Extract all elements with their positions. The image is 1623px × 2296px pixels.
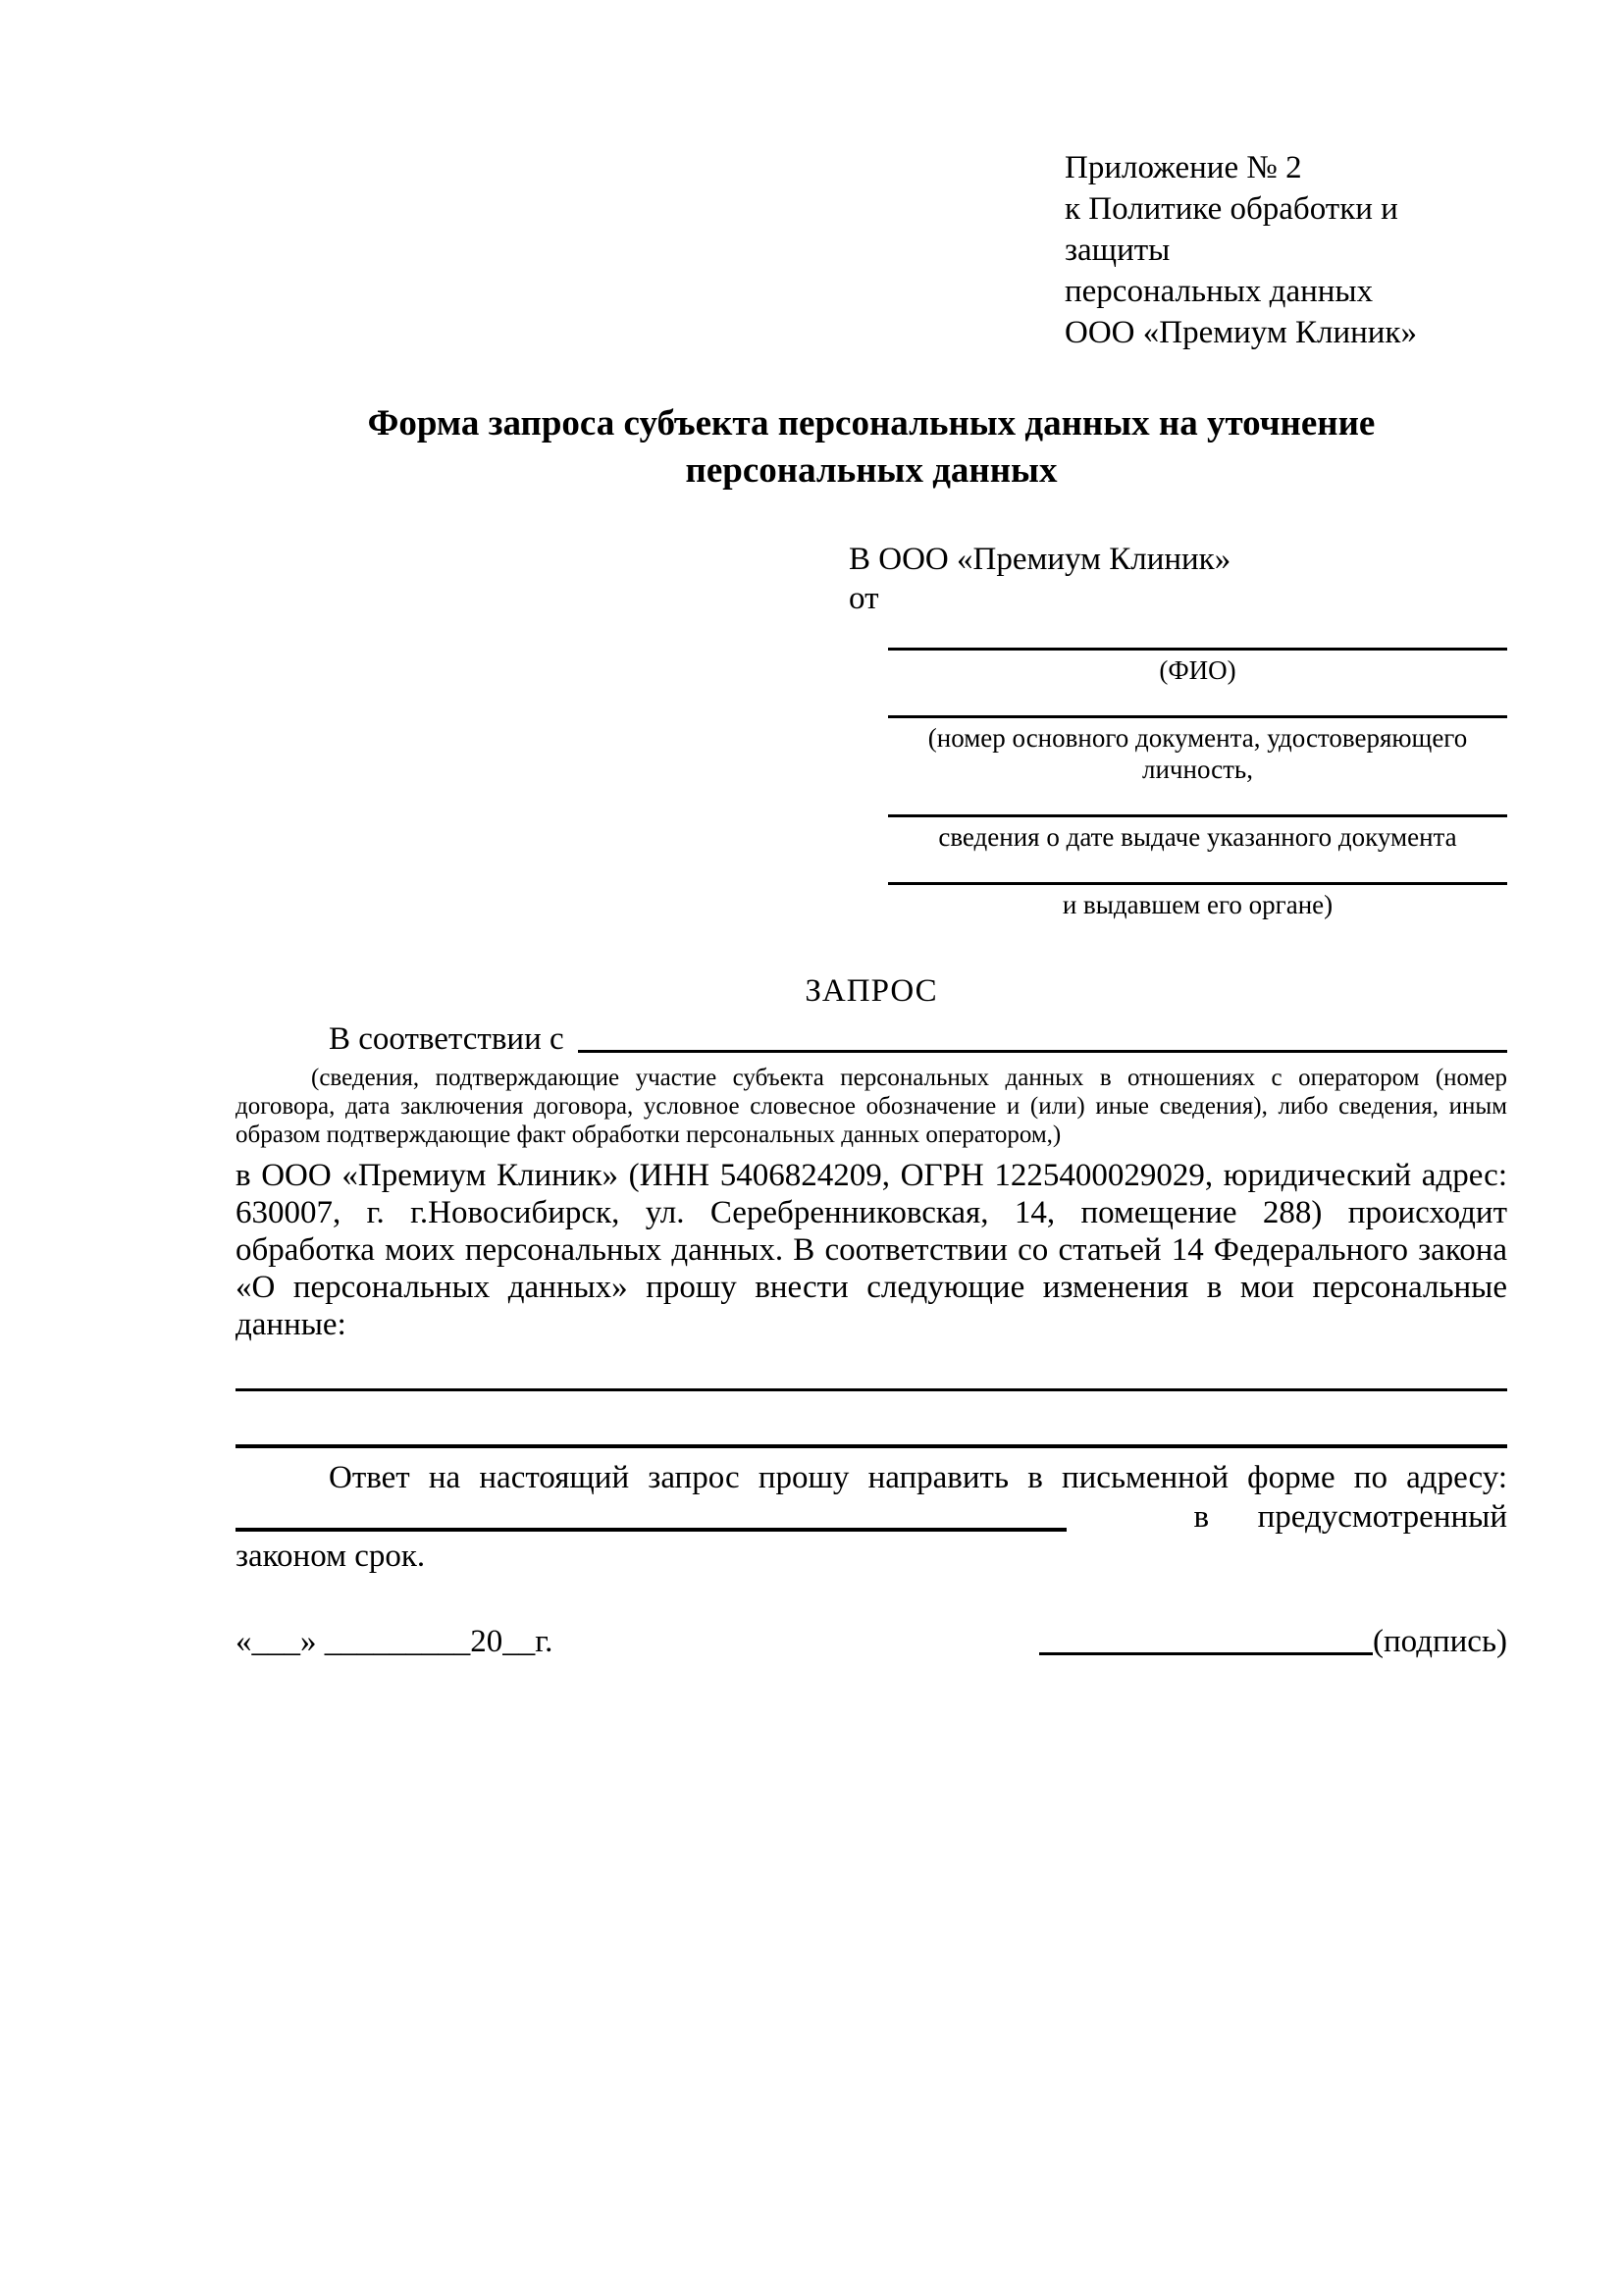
issuing-authority-blank-line — [888, 882, 1507, 885]
issue-date-field — [888, 814, 1507, 853]
appendix-line: персональных данных — [1065, 274, 1374, 309]
appendix-line: к Политике обработки и защиты — [1065, 191, 1398, 268]
fio-blank-line — [888, 648, 1507, 651]
reply-line-3: законом срок. — [236, 1539, 426, 1575]
accordance-prefix: В соответствии с — [329, 1020, 564, 1057]
signature-caption: (подпись) — [1373, 1624, 1507, 1660]
signature-blank-line — [1039, 1652, 1373, 1655]
page-title-line-2: персональных данных — [685, 450, 1058, 491]
request-heading: ЗАПРОС — [805, 973, 938, 1009]
issuing-authority-caption: и выдавшем его органе) — [1062, 890, 1334, 919]
issue-date-blank-line — [888, 814, 1507, 817]
signature-field — [1039, 1623, 1507, 1661]
addressee-block — [849, 540, 1507, 920]
document-number-caption: (номер основного документа, удостоверяющего личность, — [927, 723, 1468, 784]
document-content — [236, 147, 1507, 1661]
address-blank-line — [236, 1528, 1067, 1532]
changes-blank-line-1 — [236, 1388, 1507, 1391]
addressee-to: В ООО «Премиум Клиник» — [849, 542, 1231, 577]
changes-blank-line-2 — [236, 1444, 1507, 1448]
appendix-block — [1065, 147, 1507, 353]
document-number-blank-line — [888, 715, 1507, 718]
addressee-from: от — [849, 581, 879, 616]
accordance-note: (сведения, подтверждающие участие субъекта персональных данных в отношениях с оператором (номер договора, дата заключения договора, условное словесное обозначение и (или) иные сведения), либо сведения, иным образом подтверждающие факт обработки персональных данных оператором,) — [236, 1065, 1507, 1149]
date-blank: «___» _________20__г. — [236, 1624, 553, 1660]
fio-field — [888, 648, 1507, 686]
appendix-line: ООО «Премиум Клиник» — [1065, 315, 1417, 350]
request-body: в ООО «Премиум Клиник» (ИНН 5406824209, ОГРН 1225400029029, юридический адрес: 630007, г. г.Новосибирск, ул. Серебренниковская, 14, помещение 288) происходит обработка моих персональных данных. В соответствии со статьей 14 Федерального закона «О персональных данных» прошу внести следующие изменения в мои персональные данные: — [236, 1158, 1507, 1343]
page-title — [236, 400, 1507, 495]
accordance-row — [236, 1020, 1507, 1059]
reply-line-2 — [236, 1497, 1507, 1537]
reply-line-1: Ответ на настоящий запрос прошу направить в письменной форме по адресу: — [329, 1460, 1507, 1496]
page-title-line-1: Форма запроса субъекта персональных данных на уточнение — [367, 403, 1376, 444]
appendix-line: Приложение № 2 — [1065, 150, 1302, 185]
document-number-field — [888, 715, 1507, 785]
accordance-blank-line — [578, 1050, 1507, 1053]
fio-caption: (ФИО) — [1159, 655, 1236, 685]
issuing-authority-field — [888, 882, 1507, 920]
footer-row — [236, 1623, 1507, 1661]
reply-word-predusmotrennyj: предусмотренный — [1257, 1499, 1507, 1536]
reply-paragraph — [236, 1458, 1507, 1576]
reply-word-v: в — [1193, 1499, 1210, 1536]
issue-date-caption: сведения о дате выдаче указанного документа — [938, 822, 1457, 852]
